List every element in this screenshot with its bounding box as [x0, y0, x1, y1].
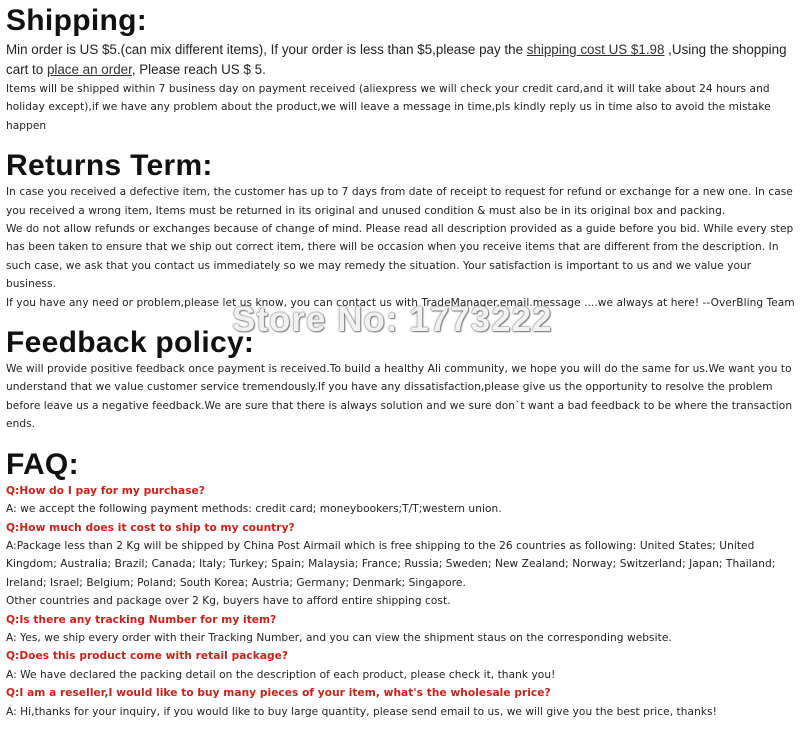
returns-paragraph: We do not allow refunds or exchanges because of change of mind. Please read all description provided as a guide before you bid. While every step has been taken to ensure that we ship out correct item, there will be occasion when you receive items that are different from the description. In such case, we ask that you contact us immediately so we may remedy the situation. Your satisfaction is important to us and we value your business.	[6, 223, 794, 291]
faq-question: Q:I am a reseller,I would like to buy many pieces of your item, what's the wholesale price?	[6, 687, 551, 700]
faq-answer: A: We have declared the packing detail on the description of each product, please check it, thank you!	[6, 668, 556, 681]
shipping-text-part2: ,Using the shopping cart to	[6, 42, 787, 77]
shipping-text-part3: , Please reach US $ 5.	[131, 62, 266, 77]
shipping-heading: Shipping:	[6, 4, 147, 37]
faq-question: Q:How much does it cost to ship to my country?	[6, 521, 295, 534]
feedback-paragraph: We will provide positive feedback once payment is received.To build a healthy Ali community, we hope you will do the same for us.We want you to understand that we value customer service tremendously.If you have any dissatisfaction,please give us the opportunity to resolve the problem before leave us a negative feedback.We are sure that there is always solution and we sure don`t want a bad feedback to be where the transaction ends.	[6, 363, 793, 431]
faq-answer: A: Yes, we ship every order with their Tracking Number, and you can view the shipment staus on the corresponding website.	[6, 631, 672, 644]
faq-question: Q:Does this product come with retail package?	[6, 650, 289, 663]
faq-answer: A:Package less than 2 Kg will be shipped by China Post Airmail which is free shipping to the 26 countries as following: United States; United Kingdom; Australia; Brazil; Canada; Italy; Turkey; Spain; Malaysia; France; Russia; Sweden; New Zealand; Norway; Switzerland; Japan; Thailand; Ireland; Israel; Belgium; Poland; South Korea; Austria; Germany; Denmark; Singapore.	[6, 539, 776, 589]
faq-section	[6, 448, 796, 721]
faq-answer: A: Hi,thanks for your inquiry, if you would like to buy large quantity, please send email to us, we will give you the best price, thanks!	[6, 705, 717, 718]
store-number-watermark: Store No: 1773222	[232, 300, 553, 339]
returns-paragraph: If you have any need or problem,please let us know, you can contact us with TradeManager.email.message ....we always at here! --OverBling Team	[6, 296, 795, 309]
faq-heading: FAQ:	[6, 447, 79, 481]
shipping-delivery-text: Items will be shipped within 7 business day on payment received (aliexpress we will check your credit card,and it will take about 24 hours and holiday except),if we have any problem about the product,we will leave a message in time,pls kindly reply us in time also to avoid the mistake happen	[6, 83, 771, 132]
feedback-heading: Feedback policy:	[6, 326, 255, 360]
place-order-link[interactable]: place an order	[46, 62, 132, 77]
shipping-cost-link[interactable]: shipping cost US $1.98	[526, 42, 665, 57]
faq-question: Q:How do I pay for my purchase?	[6, 484, 205, 497]
faq-answer: Other countries and package over 2 Kg, buyers have to afford entire shipping cost.	[6, 595, 451, 608]
shipping-section	[6, 4, 796, 135]
returns-section	[6, 149, 796, 312]
store-policy-page	[6, 4, 796, 735]
shipping-text-part1: Min order is US $5.(can mix different items), If your order is less than $5,please pay the	[6, 42, 527, 57]
returns-paragraph: In case you received a defective item, the customer has up to 7 days from date of receipt to request for refund or exchange for a new one. In case you received a wrong item, Items must be returned in its original and unused condition & must also be in its original box and packing.	[6, 186, 793, 217]
faq-answer: A: we accept the following payment methods: credit card; moneybookers;T/T;western union.	[6, 503, 502, 516]
feedback-section	[6, 326, 796, 434]
faq-question: Q:Is there any tracking Number for my item?	[6, 613, 277, 626]
returns-heading: Returns Term:	[6, 149, 213, 183]
shipping-min-order-text	[6, 40, 796, 80]
